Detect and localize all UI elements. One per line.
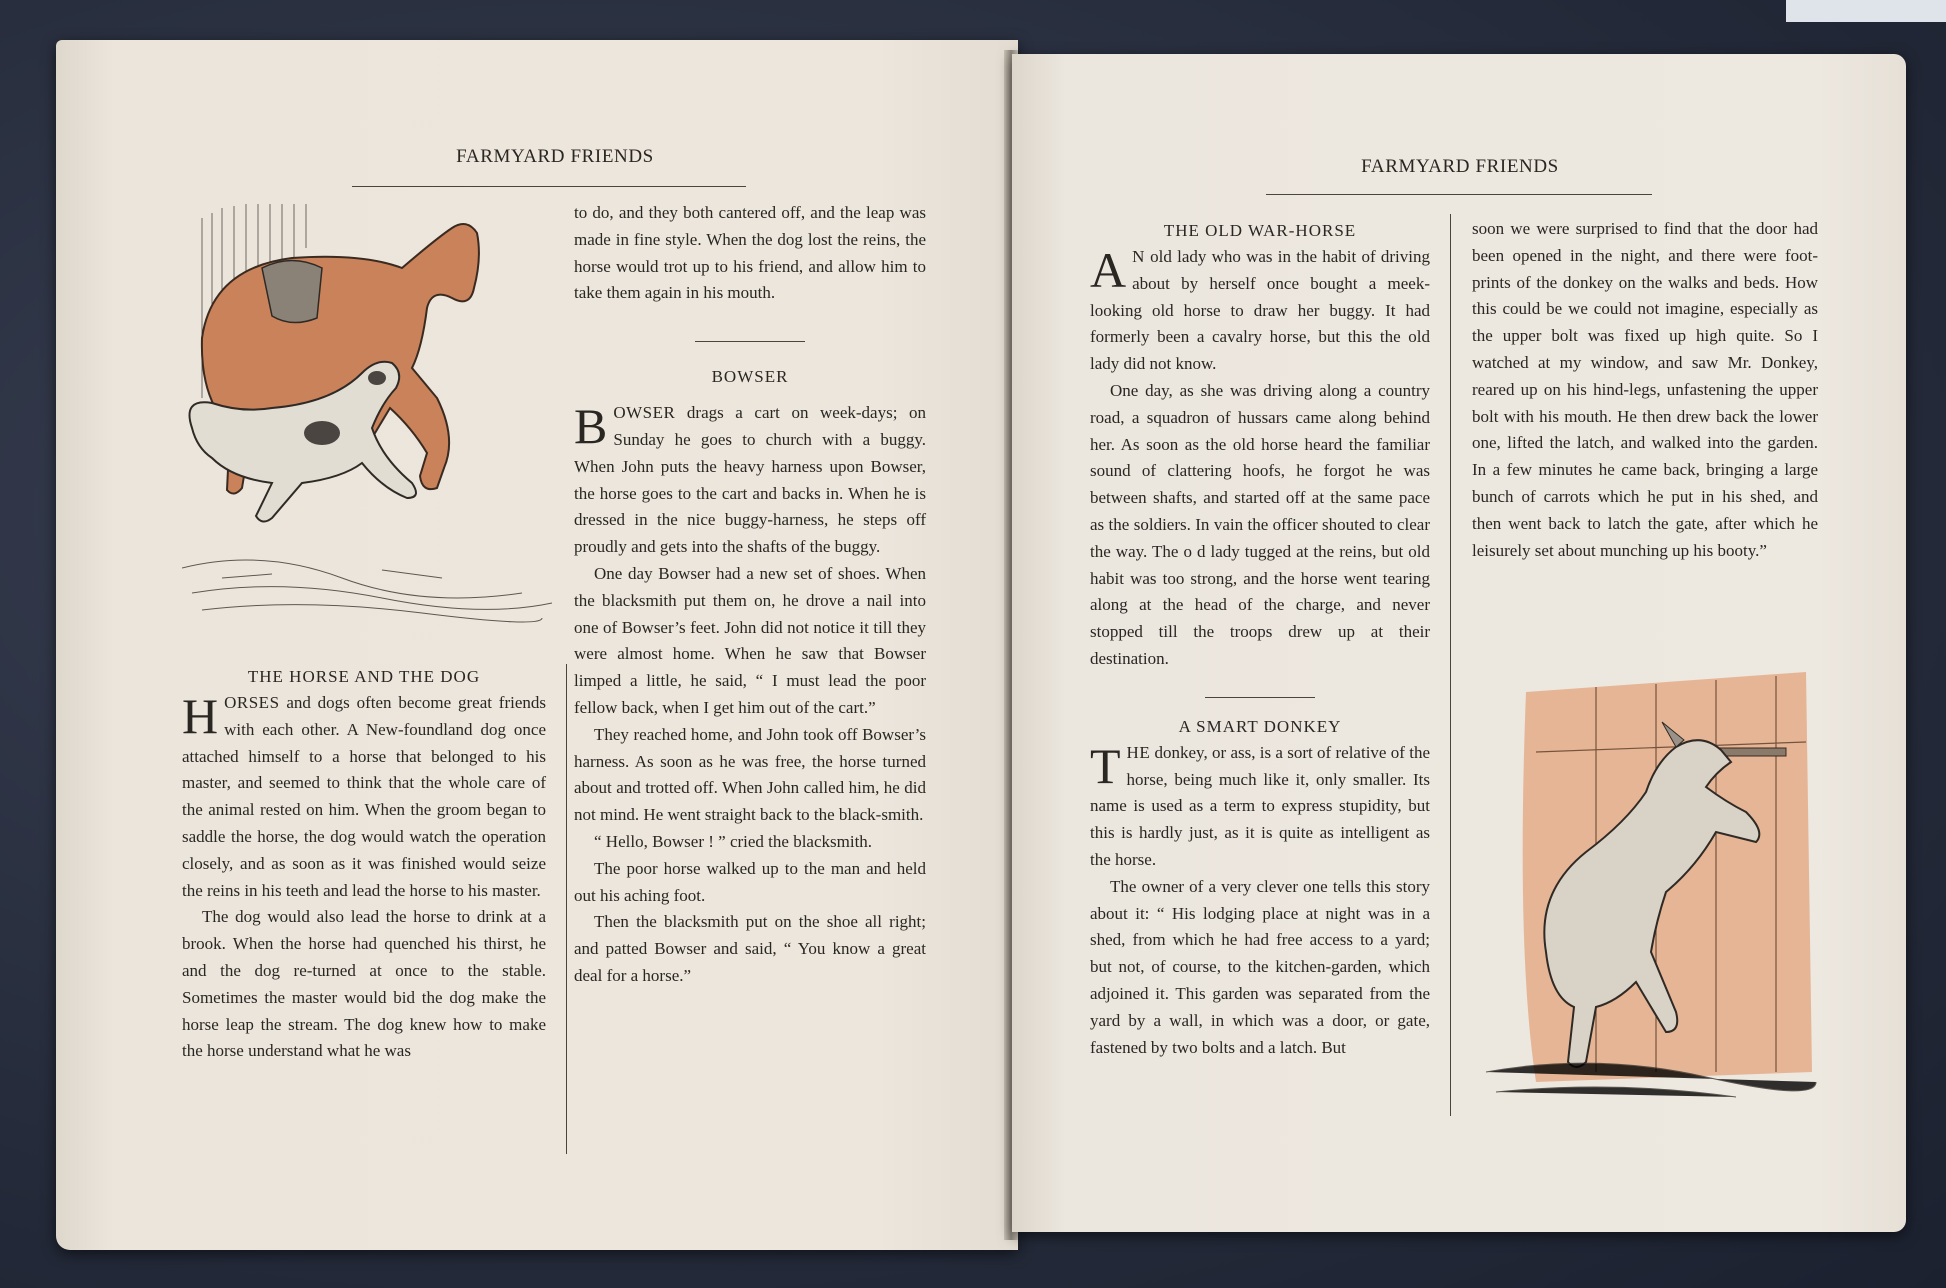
paragraph-text: old lady who was in the habit of driving about by herself once bought a meek-looking old horse to draw her buggy. It had formerly been a cavalry horse, but this the old lady did not know. — [1090, 247, 1430, 374]
article-paragraph: soon we were surprised to find that the door had been opened in the night, and there were foot-prints of the donkey on the walks and beds. How this could be we could not imagine, especially as the upper bolt was fixed up high quite. So I watched at my window, and saw Mr. Donkey, reared up on his hind-legs, unfastening the upper bolt with his mouth. He then drew back the lower one, lifted the latch, and walked into the garden. In a few minutes he came back, bringing a large bunch of carrots which he put in his shed, and then went back to latch the gate, after which he leisurely set about munching up his booty.” — [1472, 219, 1818, 560]
horse-and-dog-article — [182, 664, 546, 1065]
article-paragraph: “ Hello, Bowser ! ” cried the blacksmith. — [594, 831, 873, 851]
section-heading: A SMART DONKEY — [1178, 716, 1342, 736]
lead-word: N — [1132, 247, 1145, 266]
ground-hatching — [182, 560, 552, 622]
right-second-column — [1472, 216, 1818, 564]
article-paragraph: to do, and they both cantered off, and the leap was made in fine style. When the dog lost the reins, the horse would trot up to his friend, and allow him to take them again in his mouth. — [574, 203, 926, 303]
right-head-rule — [1266, 194, 1652, 195]
lead-word: OWSER — [613, 403, 676, 423]
dropcap: T — [1090, 737, 1121, 794]
section-heading: THE OLD WAR-HORSE — [1163, 221, 1357, 240]
left-running-head: FARMYARD FRIENDS — [456, 146, 654, 167]
article-paragraph: Then the blacksmith put on the shoe all right; and patted Bowser and said, “ You know a great deal for a horse.” — [574, 912, 926, 985]
paragraph-text: and dogs often become great friends with each other. A New-foundland dog once attached himself to a horse that belonged to his master, and seemed to think that the whole care of the animal rested on him. When the groom began to saddle the horse, the dog would watch the operation closely, and as soon as it was finished would seize the reins in his teeth and lead the horse to his master. — [182, 693, 546, 900]
section-heading: THE HORSE AND THE DOG — [247, 667, 481, 686]
article-paragraph — [574, 400, 926, 561]
article-paragraph: The poor horse walked up to the man and held out his aching foot. — [574, 858, 926, 905]
article-paragraph: The owner of a very clever one tells this story about it: “ His lodging place at night was in a shed, from which he had free access to a yard; but not, of course, to the kitchen-garden, which adjoined it. This garden was separated from the yard by a wall, in which was a door, or gate, fastened by two bolts and a latch. But — [1090, 876, 1430, 1057]
dropcap: B — [574, 398, 608, 455]
article-paragraph: They reached home, and John took off Bowser’s harness. As soon as he was free, the horse turned about and trotted off. When John called him, he did not mind. He went straight back to the black-smith. — [574, 724, 926, 825]
left-head-rule — [352, 186, 746, 187]
donkey-illustration — [1476, 652, 1820, 1112]
article-paragraph — [1090, 244, 1430, 378]
dropcap: H — [182, 688, 219, 744]
saddle — [262, 261, 322, 323]
left-second-column — [574, 200, 926, 990]
lead-word: ORSES — [224, 693, 280, 712]
article-paragraph: One day Bowser had a new set of shoes. When the blacksmith put them on, he drove a nail into one of Bowser’s feet. John did not notice it till they were almost home. When he saw that Bowser limped a little, he said, “ I must lead the poor fellow back, when I get him out of the cart.” — [574, 563, 926, 717]
lead-word: HE — [1126, 742, 1151, 762]
article-paragraph: The dog would also lead the horse to drink at a brook. When the horse had quenched his thirst, he and the dog re-turned at once to the stable. Sometimes the master would bid the dog make the horse leap the stream. The dog knew how to make the horse understand what he was — [182, 907, 546, 1061]
article-paragraph: One day, as she was driving along a country road, a squadron of hussars came along behind her. As soon as the old horse heard the familiar sound of clattering hoofs, he forgot he was between shafts, and started off at the same pace as the soldiers. In vain the officer shouted to clear the way. The o d lady tugged at the reins, but old habit was too strong, and the horse went tearing along at the head of the charge, and never stopped till the troops drew up at their destination. — [1090, 380, 1430, 668]
section-heading: BOWSER — [711, 367, 789, 387]
article-paragraph — [1090, 737, 1430, 874]
paragraph-text: donkey, or ass, is a sort of relative of the horse, being much like it, only smaller. Its name is used as a term to express stupidity, but this is hardly just, as it is quite as intelligent as the horse. — [1090, 742, 1430, 869]
horse-and-dog-illustration — [182, 198, 560, 628]
right-column-divider — [1450, 214, 1451, 1116]
paragraph-text: drags a cart on week-days; on Sunday he goes to church with a buggy. When John puts the heavy harness upon Bowser, the horse goes to the cart and backs in. When he is dressed in the nice buggy-harness, he steps off proudly and gets into the shafts of the buggy. — [574, 403, 926, 557]
gate-bolt — [1716, 748, 1786, 756]
background-paper — [1786, 0, 1946, 22]
left-column-divider — [566, 664, 567, 1154]
right-running-head: FARMYARD FRIENDS — [1361, 156, 1559, 177]
right-first-column — [1090, 218, 1430, 1061]
article-paragraph — [182, 690, 546, 904]
dropcap: A — [1090, 242, 1127, 298]
